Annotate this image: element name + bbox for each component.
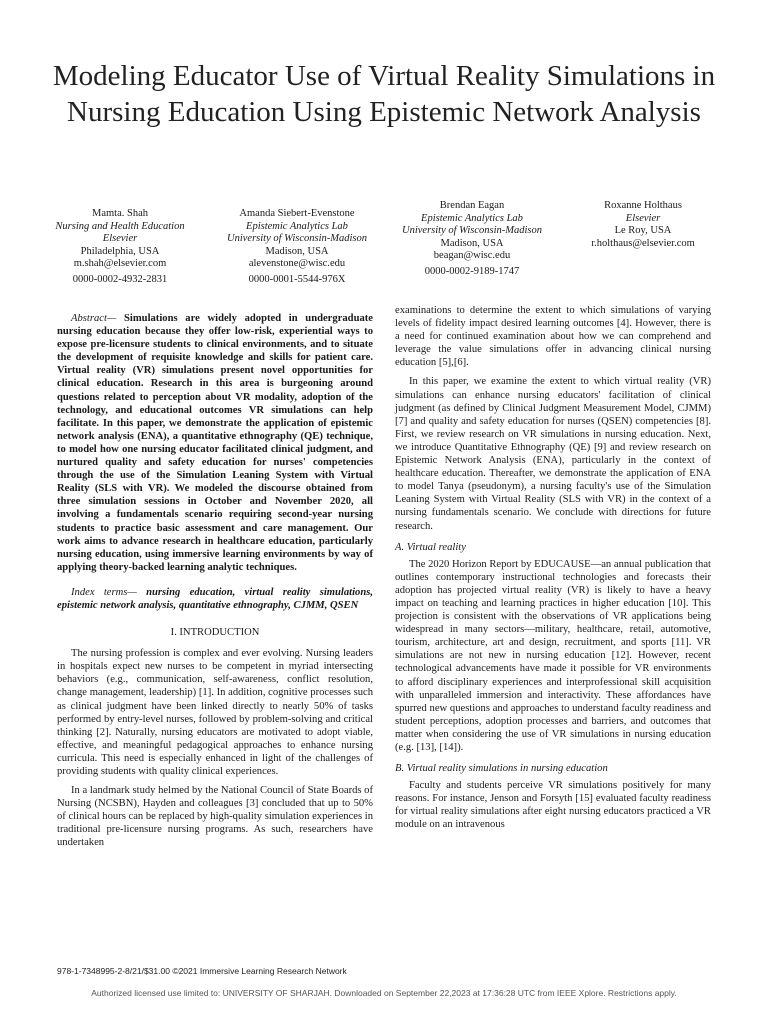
author-org: Elsevier xyxy=(102,233,138,244)
paper-title: Modeling Educator Use of Virtual Reality Simulations in Nursing Education Using Epistemic Network Analysis xyxy=(52,60,716,128)
author-org: University of Wisconsin-Madison xyxy=(227,233,367,244)
intro-paragraph-1: The nursing profession is complex and ever evolving. Nursing leaders in hospitals expect new nurses to be competent in myriad intersecting behaviors (e.g., communication, self-awareness, conflict resolution, change management, leadership) [1]. In addition, cognitive processes such as clinical judgment have been linked directly to nearly 50% of tasks performed by entry-level nurses, followed by problem-solving and critical thinking [2]. Naturally, nursing educators are motivated to adopt viable, effective, and meaningful pedagogical approaches to enhance nursing curricula. This need is especially enhanced in light of the challenges of providing students with quality clinical experiences. xyxy=(57,648,373,777)
left-column xyxy=(57,312,373,850)
subsection-heading-a: A. Virtual reality xyxy=(395,541,466,553)
author-affiliation: Epistemic Analytics Lab xyxy=(246,220,348,232)
author-location: Philadelphia, USA xyxy=(80,245,160,257)
author-block-3 xyxy=(402,200,542,278)
right-paragraph-2: In this paper, we examine the extent to which virtual reality (VR) simulations can enhance nursing educators' facilitation of clinical judgment (as defined by Clinical Judgment Measurement Model, CJMM) [7] and quality and safety education for nurses (QSEN) competencies [8]. First, we review research on VR simulations in nursing education. Next, we introduce Quantitative Ethnography (QE) [9] and review research on Epistemic Network Analysis (ENA), particularly in the context of healthcare education. Thereafter, we demonstrate the application of ENA to model Tanya (pseudonym), a nursing faculty's use of the Simulation Leaning System with Virtual Reality (SLS with VR) in the context of a nursing fundamentals scenario. We conclude with directions for future research. xyxy=(395,376,711,532)
author-orcid: 0000-0002-9189-1747 xyxy=(424,265,520,277)
subsection-heading-b: B. Virtual reality simulations in nursing education xyxy=(395,763,608,775)
author-location: Madison, USA xyxy=(440,237,504,249)
author-name: Brendan Eagan xyxy=(439,200,505,211)
abstract xyxy=(57,312,373,574)
intro-paragraph-2: In a landmark study helmed by the National Council of State Boards of Nursing (NCSBN), Hayden and colleagues [3] concluded that up to 50% of clinical hours can be replaced by high-quality simulation experiences in traditional pre-licensure nursing programs. As such, researchers have undertaken xyxy=(57,785,373,849)
author-affiliation: Epistemic Analytics Lab xyxy=(421,212,523,224)
author-orcid: 0000-0002-4932-2831 xyxy=(72,273,168,285)
author-block-4 xyxy=(568,200,718,250)
author-name: Mamta. Shah xyxy=(92,208,148,219)
footer-license: Authorized licensed use limited to: UNIVERSITY OF SHARJAH. Downloaded on September 22,2023 at 17:36:28 UTC from IEEE Xplore. Restrictions apply. xyxy=(91,988,677,998)
author-name: Amanda Siebert-Evenstone xyxy=(239,208,355,219)
author-location: Madison, USA xyxy=(265,245,329,257)
right-column xyxy=(395,304,711,832)
author-name: Roxanne Holthaus xyxy=(604,200,682,211)
author-email: r.holthaus@elsevier.com xyxy=(591,237,695,249)
author-org: Elsevier xyxy=(625,212,661,224)
author-email: beagan@wisc.edu xyxy=(433,250,511,261)
right-paragraph-1: examinations to determine the extent to which simulations of varying levels of fidelity impact desired learning outcomes [4]. However, there is a need for continued examination about how we can comprehend and leverage the value simulations offer in advancing clinical nursing education [5],[6]. xyxy=(395,305,711,369)
author-block-1 xyxy=(52,208,188,286)
subsection-a-paragraph: The 2020 Horizon Report by EDUCAUSE—an annual publication that outlines contemporary instructional technologies and forecasts their adoption has projected virtual reality (VR) is likely to have a heavy impact on teaching and learning practices in higher education [10]. This projection is consistent with the observations of VR applications being widespread in many sectors—military, healthcare, retail, automotive, tourism, architecture, art and design, recruitment, and sports [11]. VR simulations are not new in nursing education [12]. However, recent technological advancements have made it possible for VR environments to afford disciplinary experiences and interprofessional skill acquisition with unparalleled immersion and interactivity. These affordances have spurred new questions and approaches to understand faculty readiness and student perceptions, adoption processes and barriers, and outcomes that matter when considering the use of VR simulations in nursing education (e.g. [13], [14]). xyxy=(395,558,711,753)
author-affiliation: Nursing and Health Education xyxy=(55,220,185,232)
author-orcid: 0000-0001-5544-976X xyxy=(248,273,346,285)
author-org: University of Wisconsin-Madison xyxy=(402,225,542,236)
author-email: alevenstone@wisc.edu xyxy=(248,258,346,269)
footer-isbn: 978-1-7348995-2-8/21/$31.00 ©2021 Immersive Learning Research Network xyxy=(57,966,347,976)
index-terms-text: nursing education, virtual reality simulations, epistemic network analysis, quantitative ethnography, CJMM, QSEN xyxy=(57,586,373,611)
subsection-b-paragraph: Faculty and students perceive VR simulations positively for many reasons. For instance, Jenson and Forsyth [15] evaluated faculty readiness for virtual reality simulations after eight nursing educators practiced a VR module on an intravenous xyxy=(395,780,711,831)
author-email: m.shah@elsevier.com xyxy=(73,258,167,269)
index-lead: Index terms— xyxy=(71,586,137,598)
author-block-2 xyxy=(222,208,372,286)
abstract-text: Simulations are widely adopted in undergraduate nursing education because they offer low-risk, experiential ways to expose pre-licensure students to clinical environments, and to situate the development of requisite knowledge and skills for patient care. Virtual reality (VR) simulations present novel opportunities for clinical education. Research in this area is burgeoning around questions related to perception about VR modality, adoption of the technology, and educational outcomes VR simulations can help facilitate. In this paper, we demonstrate the application of epistemic network analysis (ENA), a quantitative ethnography (QE) technique, to model how one nursing educator facilitated clinical judgment, and nurtured quality and safety education for nurses' competencies through the use of the Simulation Leaning System with Virtual Reality (SLS with VR). We modeled the discourse obtained from three simulation sessions in October and November 2020, all involving a fundamentals scenario requiring second-year nursing students to practice basic assessment and care management. Our work aims to advance research in healthcare education, particularly nursing education, using immersive learning environments by way of applying theory-backed learning analytic techniques. xyxy=(57,313,373,573)
abstract-lead: Abstract— xyxy=(71,313,117,324)
section-heading-introduction: I. INTRODUCTION xyxy=(170,627,260,639)
author-location: Le Roy, USA xyxy=(614,225,672,236)
index-terms xyxy=(57,586,373,612)
